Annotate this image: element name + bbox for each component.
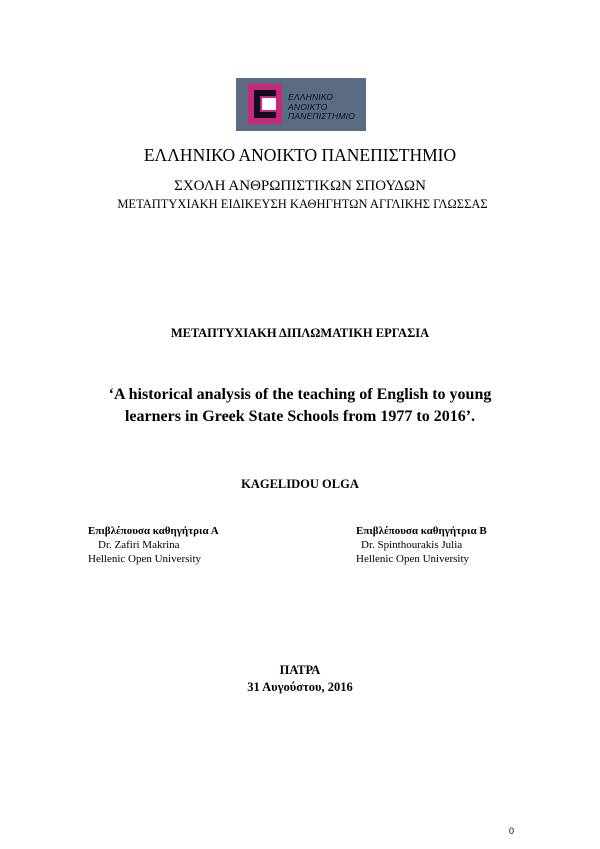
program-name: ΜΕΤΑΠΤΥΧΙΑΚΗ ΕΙΔΙΚΕΥΣΗ ΚΑΘΗΓΗΤΩΝ ΑΓΓΛΙΚΗΣ ΓΛΩΣΣΑΣ — [117, 197, 488, 211]
supervisor-b-name: Dr. Spinthourakis Julia — [361, 539, 463, 551]
logo-line-3: ΠΑΝΕΠΙΣΤΗΜΙΟ — [288, 111, 356, 121]
supervisor-b-institution: Hellenic Open University — [356, 553, 470, 565]
date: 31 Αυγούστου, 2016 — [247, 680, 353, 694]
supervisor-a — [88, 524, 219, 566]
university-logo — [236, 78, 366, 131]
supervisor-a-name: Dr. Zafiri Makrina — [98, 539, 180, 551]
supervisor-b — [356, 524, 487, 566]
city: ΠΑΤΡΑ — [279, 663, 321, 677]
city-and-date — [0, 662, 600, 696]
page-number: 0 — [509, 826, 515, 836]
author-name: KAGELIDOU OLGA — [241, 477, 359, 491]
logo-text — [288, 93, 355, 122]
supervisor-a-role: Επιβλέπουσα καθηγήτρια Α — [88, 525, 219, 537]
supervisor-a-institution: Hellenic Open University — [88, 553, 202, 565]
logo-line-1: ΕΛΛΗΝΙΚΟ — [288, 92, 334, 102]
university-emblem-icon — [248, 84, 282, 124]
university-name: ΕΛΛΗΝΙΚΟ ΑΝΟΙΚΤΟ ΠΑΝΕΠΙΣΤΗΜΙΟ — [143, 145, 457, 165]
logo-line-2: ΑΝΟΙΚΤΟ — [288, 101, 328, 112]
thesis-type: ΜΕΤΑΠΤΥΧΙΑΚΗ ΔΙΠΛΩΜΑΤΙΚΗ ΕΡΓΑΣΙΑ — [170, 326, 430, 340]
supervisor-b-role: Επιβλέπουσα καθηγήτρια Β — [356, 525, 487, 537]
school-name: ΣΧΟΛΗ ΑΝΘΡΩΠΙΣΤΙΚΩΝ ΣΠΟΥΔΩΝ — [174, 178, 426, 194]
thesis-title: ‘A historical analysis of the teaching of English to young learners in Greek State Schools from 1977 to 2016’. — [108, 386, 492, 425]
